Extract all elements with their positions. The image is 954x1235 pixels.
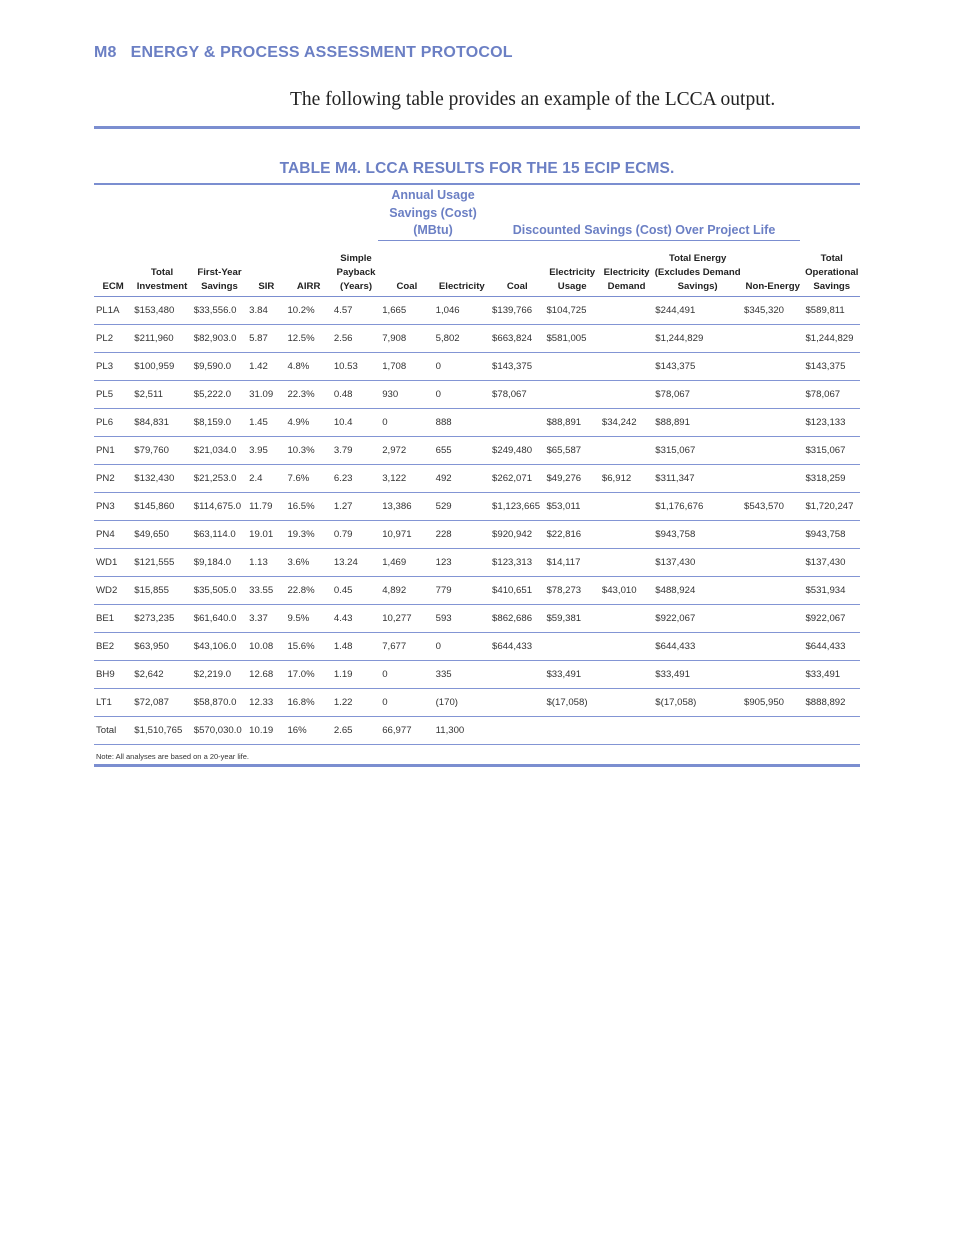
intro-text: The following table provides an example of the LCCA output. bbox=[290, 89, 776, 110]
table-row bbox=[94, 605, 860, 633]
table-cell: $137,430 bbox=[653, 549, 742, 577]
table-cell: $34,242 bbox=[600, 409, 653, 437]
table-cell: 16.8% bbox=[285, 689, 331, 717]
table-cell: 0 bbox=[434, 381, 490, 409]
column-header-line: (Years) bbox=[340, 281, 373, 292]
table-cell: 3.6% bbox=[285, 549, 331, 577]
table-cell: $262,071 bbox=[490, 465, 544, 493]
table-cell bbox=[600, 689, 653, 717]
ecm-cell: PN1 bbox=[94, 437, 132, 465]
ecm-cell: WD1 bbox=[94, 549, 132, 577]
table-cell: $(17,058) bbox=[653, 689, 742, 717]
ecm-cell: BE2 bbox=[94, 633, 132, 661]
table-cell: 2.4 bbox=[247, 465, 285, 493]
table-cell bbox=[742, 353, 803, 381]
table-cell: $63,114.0 bbox=[192, 521, 247, 549]
table-cell: 1,708 bbox=[380, 353, 433, 381]
table-row bbox=[94, 493, 860, 521]
top-rule bbox=[94, 126, 860, 129]
table-cell: $153,480 bbox=[132, 297, 191, 325]
table-cell: 1.45 bbox=[247, 409, 285, 437]
table-cell: 930 bbox=[380, 381, 433, 409]
table-cell: 0.48 bbox=[332, 381, 380, 409]
table-cell: $139,766 bbox=[490, 297, 544, 325]
table-cell: 16% bbox=[285, 717, 331, 745]
annual-usage-header-line: Savings (Cost) bbox=[389, 205, 477, 220]
table-cell bbox=[742, 521, 803, 549]
column-header bbox=[742, 252, 803, 297]
table-cell: 9.5% bbox=[285, 605, 331, 633]
table-cell: $345,320 bbox=[742, 297, 803, 325]
table-cell: $22,816 bbox=[544, 521, 599, 549]
table-cell: $53,011 bbox=[544, 493, 599, 521]
table-cell: $33,556.0 bbox=[192, 297, 247, 325]
table-cell: $43,010 bbox=[600, 577, 653, 605]
table-cell: 7,908 bbox=[380, 325, 433, 353]
table-cell: $211,960 bbox=[132, 325, 191, 353]
discounted-group-rule bbox=[488, 240, 800, 241]
table-cell: 17.0% bbox=[285, 661, 331, 689]
table-cell: $1,123,665 bbox=[490, 493, 544, 521]
column-header bbox=[600, 252, 653, 297]
table-cell bbox=[742, 437, 803, 465]
column-header bbox=[285, 252, 331, 297]
table-cell: $72,087 bbox=[132, 689, 191, 717]
table-cell bbox=[742, 409, 803, 437]
table-row bbox=[94, 549, 860, 577]
table-cell bbox=[600, 717, 653, 745]
column-header-line: Savings) bbox=[677, 281, 718, 292]
table-cell: 10,277 bbox=[380, 605, 433, 633]
column-header bbox=[653, 252, 742, 297]
table-cell: $862,686 bbox=[490, 605, 544, 633]
table-cell bbox=[490, 689, 544, 717]
table-cell: 3.95 bbox=[247, 437, 285, 465]
table-cell: $33,491 bbox=[803, 661, 860, 689]
table-cell: 13.24 bbox=[332, 549, 380, 577]
table-cell: $531,934 bbox=[803, 577, 860, 605]
table-row bbox=[94, 409, 860, 437]
total-row bbox=[94, 717, 860, 745]
table-note: Note: All analyses are based on a 20-year life. bbox=[96, 752, 250, 761]
column-header-line: Payback bbox=[336, 267, 376, 278]
table-cell: $663,824 bbox=[490, 325, 544, 353]
table-cell bbox=[600, 549, 653, 577]
table-cell: $318,259 bbox=[803, 465, 860, 493]
table-cell: 0 bbox=[380, 409, 433, 437]
table-cell: 4.9% bbox=[285, 409, 331, 437]
table-cell: $123,313 bbox=[490, 549, 544, 577]
ecm-cell: PL6 bbox=[94, 409, 132, 437]
table-cell bbox=[490, 661, 544, 689]
annual-usage-group-header bbox=[378, 187, 488, 240]
table-cell bbox=[742, 717, 803, 745]
table-cell: 4.8% bbox=[285, 353, 331, 381]
table-row bbox=[94, 437, 860, 465]
table-cell: $61,640.0 bbox=[192, 605, 247, 633]
table-cell bbox=[544, 633, 599, 661]
table-cell: 22.8% bbox=[285, 577, 331, 605]
table-cell: $311,347 bbox=[653, 465, 742, 493]
table-cell bbox=[600, 493, 653, 521]
column-header-line: Total bbox=[150, 267, 174, 278]
table-row bbox=[94, 577, 860, 605]
table-cell: $1,510,765 bbox=[132, 717, 191, 745]
table-cell: 10.3% bbox=[285, 437, 331, 465]
table-cell: $104,725 bbox=[544, 297, 599, 325]
table-cell: 12.68 bbox=[247, 661, 285, 689]
table-cell: $14,117 bbox=[544, 549, 599, 577]
table-cell bbox=[600, 297, 653, 325]
table-cell: $35,505.0 bbox=[192, 577, 247, 605]
table-cell: 1.19 bbox=[332, 661, 380, 689]
ecm-cell: LT1 bbox=[94, 689, 132, 717]
column-header-line: Savings bbox=[813, 281, 851, 292]
column-header-line: Total bbox=[820, 253, 843, 264]
table-cell: 3.79 bbox=[332, 437, 380, 465]
table-cell: $65,587 bbox=[544, 437, 599, 465]
table-cell: 13,386 bbox=[380, 493, 433, 521]
table-cell: $88,891 bbox=[653, 409, 742, 437]
table-cell: $137,430 bbox=[803, 549, 860, 577]
table-cell: 10.2% bbox=[285, 297, 331, 325]
ecm-cell: PN3 bbox=[94, 493, 132, 521]
table-cell: $1,176,676 bbox=[653, 493, 742, 521]
table-cell: $79,760 bbox=[132, 437, 191, 465]
table-cell: 10.08 bbox=[247, 633, 285, 661]
ecm-cell: Total bbox=[94, 717, 132, 745]
table-cell: 2.65 bbox=[332, 717, 380, 745]
table-cell: 593 bbox=[434, 605, 490, 633]
table-cell: $644,433 bbox=[803, 633, 860, 661]
table-cell bbox=[742, 465, 803, 493]
table-cell: 1.48 bbox=[332, 633, 380, 661]
table-cell: 3.37 bbox=[247, 605, 285, 633]
table-header-row bbox=[94, 252, 860, 297]
ecm-cell: BH9 bbox=[94, 661, 132, 689]
table-row bbox=[94, 381, 860, 409]
table-cell: 12.33 bbox=[247, 689, 285, 717]
column-header-line: First-Year bbox=[197, 267, 242, 278]
table-cell: $78,067 bbox=[803, 381, 860, 409]
table-cell bbox=[490, 717, 544, 745]
table-cell bbox=[742, 325, 803, 353]
table-cell: 655 bbox=[434, 437, 490, 465]
table-cell bbox=[742, 605, 803, 633]
table-cell: $589,811 bbox=[803, 297, 860, 325]
table-cell: 335 bbox=[434, 661, 490, 689]
table-cell: $78,273 bbox=[544, 577, 599, 605]
table-cell: $315,067 bbox=[653, 437, 742, 465]
table-cell: 11,300 bbox=[434, 717, 490, 745]
table-cell: 1,469 bbox=[380, 549, 433, 577]
table-cell: $922,067 bbox=[803, 605, 860, 633]
table-row bbox=[94, 689, 860, 717]
table-cell: $9,184.0 bbox=[192, 549, 247, 577]
ecm-cell: WD2 bbox=[94, 577, 132, 605]
column-header-line: Demand bbox=[607, 281, 646, 292]
column-header-line: Electricity bbox=[438, 281, 485, 292]
table-cell: 10.4 bbox=[332, 409, 380, 437]
table-cell: $114,675.0 bbox=[192, 493, 247, 521]
table-cell: 0 bbox=[434, 353, 490, 381]
column-header-line: Total Energy bbox=[668, 253, 727, 264]
table-cell: 7.6% bbox=[285, 465, 331, 493]
column-header bbox=[490, 252, 544, 297]
table-cell: $570,030.0 bbox=[192, 717, 247, 745]
table-title-rule bbox=[94, 183, 860, 185]
table-cell bbox=[600, 521, 653, 549]
column-header-line: (Excludes Demand bbox=[654, 267, 741, 278]
table-cell: $9,590.0 bbox=[192, 353, 247, 381]
table-cell bbox=[544, 381, 599, 409]
column-header bbox=[803, 252, 860, 297]
table-cell bbox=[600, 381, 653, 409]
table-cell: $33,491 bbox=[653, 661, 742, 689]
column-header bbox=[380, 252, 433, 297]
table-cell: $58,870.0 bbox=[192, 689, 247, 717]
table-cell: $922,067 bbox=[653, 605, 742, 633]
table-cell: 1,046 bbox=[434, 297, 490, 325]
table-cell: $88,891 bbox=[544, 409, 599, 437]
table-cell: $1,244,829 bbox=[803, 325, 860, 353]
table-cell: $943,758 bbox=[803, 521, 860, 549]
table-cell: $49,650 bbox=[132, 521, 191, 549]
table-cell: 22.3% bbox=[285, 381, 331, 409]
table-cell bbox=[600, 605, 653, 633]
table-cell: 888 bbox=[434, 409, 490, 437]
table-cell: $644,433 bbox=[653, 633, 742, 661]
table-cell: 492 bbox=[434, 465, 490, 493]
ecm-cell: PN4 bbox=[94, 521, 132, 549]
table-cell: 3,122 bbox=[380, 465, 433, 493]
table-cell: $49,276 bbox=[544, 465, 599, 493]
table-cell bbox=[600, 633, 653, 661]
table-cell: $143,375 bbox=[653, 353, 742, 381]
table-cell: $410,651 bbox=[490, 577, 544, 605]
table-cell: 19.3% bbox=[285, 521, 331, 549]
table-row bbox=[94, 633, 860, 661]
table-cell: $920,942 bbox=[490, 521, 544, 549]
table-cell: $244,491 bbox=[653, 297, 742, 325]
table-cell bbox=[742, 381, 803, 409]
table-cell: $6,912 bbox=[600, 465, 653, 493]
table-cell bbox=[600, 325, 653, 353]
table-cell: $5,222.0 bbox=[192, 381, 247, 409]
running-header-title: ENERGY & PROCESS ASSESSMENT PROTOCOL bbox=[130, 44, 513, 61]
table-cell: $59,381 bbox=[544, 605, 599, 633]
table-cell: $33,491 bbox=[544, 661, 599, 689]
column-header-line: Investment bbox=[136, 281, 188, 292]
table-cell: 0 bbox=[380, 661, 433, 689]
table-row bbox=[94, 465, 860, 493]
table-cell: 1.13 bbox=[247, 549, 285, 577]
table-cell: 66,977 bbox=[380, 717, 433, 745]
table-cell: 10.19 bbox=[247, 717, 285, 745]
table-cell: $100,959 bbox=[132, 353, 191, 381]
table-cell: $(17,058) bbox=[544, 689, 599, 717]
column-header-line: Coal bbox=[396, 281, 418, 292]
table-cell: $43,106.0 bbox=[192, 633, 247, 661]
column-header-line: Savings bbox=[201, 281, 238, 292]
table-cell: $84,831 bbox=[132, 409, 191, 437]
table-cell: 0.79 bbox=[332, 521, 380, 549]
table-cell: $8,159.0 bbox=[192, 409, 247, 437]
table-cell: 15.6% bbox=[285, 633, 331, 661]
table-cell: $943,758 bbox=[653, 521, 742, 549]
table-cell: 123 bbox=[434, 549, 490, 577]
column-header-line: Non-Energy bbox=[745, 281, 800, 292]
table-cell: 0 bbox=[434, 633, 490, 661]
table-cell: $543,570 bbox=[742, 493, 803, 521]
page-number: M8 bbox=[94, 44, 117, 61]
table-cell: 19.01 bbox=[247, 521, 285, 549]
table-cell bbox=[490, 409, 544, 437]
table-cell: $2,642 bbox=[132, 661, 191, 689]
table-cell bbox=[653, 717, 742, 745]
table-cell: 1.42 bbox=[247, 353, 285, 381]
discounted-group-header: Discounted Savings (Cost) Over Project Life bbox=[512, 223, 776, 237]
table-cell: $888,892 bbox=[803, 689, 860, 717]
column-header-line: Electricity bbox=[603, 267, 650, 278]
table-cell bbox=[544, 717, 599, 745]
table-cell bbox=[742, 633, 803, 661]
table-cell: $644,433 bbox=[490, 633, 544, 661]
table-cell: $21,034.0 bbox=[192, 437, 247, 465]
table-cell: $82,903.0 bbox=[192, 325, 247, 353]
table-cell: 529 bbox=[434, 493, 490, 521]
table-cell: 2.56 bbox=[332, 325, 380, 353]
table-cell: $132,430 bbox=[132, 465, 191, 493]
ecm-cell: PL3 bbox=[94, 353, 132, 381]
table-cell: $2,511 bbox=[132, 381, 191, 409]
table-cell: 4,892 bbox=[380, 577, 433, 605]
table-cell bbox=[600, 353, 653, 381]
table-cell: $123,133 bbox=[803, 409, 860, 437]
table-cell: 228 bbox=[434, 521, 490, 549]
annual-usage-header-line: (MBtu) bbox=[413, 223, 453, 237]
table-cell: $145,860 bbox=[132, 493, 191, 521]
table-cell: 10.53 bbox=[332, 353, 380, 381]
table-cell bbox=[544, 353, 599, 381]
table-cell bbox=[742, 661, 803, 689]
table-cell: 10,971 bbox=[380, 521, 433, 549]
ecm-cell: PL2 bbox=[94, 325, 132, 353]
table-cell: $143,375 bbox=[490, 353, 544, 381]
table-cell: 1,665 bbox=[380, 297, 433, 325]
table-row bbox=[94, 521, 860, 549]
ecm-cell: PL5 bbox=[94, 381, 132, 409]
table-cell: 779 bbox=[434, 577, 490, 605]
ecm-cell: PL1A bbox=[94, 297, 132, 325]
table-row bbox=[94, 661, 860, 689]
table-cell: $63,950 bbox=[132, 633, 191, 661]
table-cell: 7,677 bbox=[380, 633, 433, 661]
column-header-line: ECM bbox=[102, 281, 124, 292]
table-cell: $78,067 bbox=[490, 381, 544, 409]
table-cell: 6.23 bbox=[332, 465, 380, 493]
table-cell: $121,555 bbox=[132, 549, 191, 577]
table-cell: $581,005 bbox=[544, 325, 599, 353]
table-cell: (170) bbox=[434, 689, 490, 717]
table-cell: $249,480 bbox=[490, 437, 544, 465]
table-cell: $78,067 bbox=[653, 381, 742, 409]
table-cell: 31.09 bbox=[247, 381, 285, 409]
table-cell: $315,067 bbox=[803, 437, 860, 465]
table-title: TABLE M4. LCCA RESULTS FOR THE 15 ECIP ECMS. bbox=[279, 160, 675, 177]
table-cell: 5.87 bbox=[247, 325, 285, 353]
running-header bbox=[94, 44, 513, 62]
table-cell: $273,235 bbox=[132, 605, 191, 633]
table-cell: $1,720,247 bbox=[803, 493, 860, 521]
column-header-line: Electricity bbox=[549, 267, 596, 278]
table-cell: $1,244,829 bbox=[653, 325, 742, 353]
table-cell: 4.57 bbox=[332, 297, 380, 325]
ecm-cell: PN2 bbox=[94, 465, 132, 493]
column-header bbox=[332, 252, 380, 297]
column-header-line: AIRR bbox=[296, 281, 321, 292]
column-header-line: Operational bbox=[805, 267, 859, 278]
ecm-cell: BE1 bbox=[94, 605, 132, 633]
column-header bbox=[434, 252, 490, 297]
table-cell: 4.43 bbox=[332, 605, 380, 633]
table-cell: $905,950 bbox=[742, 689, 803, 717]
table-cell: 33.55 bbox=[247, 577, 285, 605]
annual-usage-group-rule bbox=[378, 240, 488, 241]
column-header bbox=[192, 252, 247, 297]
column-header bbox=[132, 252, 191, 297]
table-row bbox=[94, 353, 860, 381]
table-cell: 2,972 bbox=[380, 437, 433, 465]
table-row bbox=[94, 325, 860, 353]
column-header bbox=[94, 252, 132, 297]
table-cell: 11.79 bbox=[247, 493, 285, 521]
table-row bbox=[94, 297, 860, 325]
table-cell: $15,855 bbox=[132, 577, 191, 605]
table-cell: 12.5% bbox=[285, 325, 331, 353]
table-cell: 1.27 bbox=[332, 493, 380, 521]
table-cell bbox=[600, 661, 653, 689]
table-cell bbox=[742, 577, 803, 605]
table-cell: 16.5% bbox=[285, 493, 331, 521]
table-cell: 0.45 bbox=[332, 577, 380, 605]
table-cell bbox=[600, 437, 653, 465]
column-header-line: SIR bbox=[258, 281, 275, 292]
column-header-line: Coal bbox=[506, 281, 528, 292]
table-cell: $2,219.0 bbox=[192, 661, 247, 689]
table-cell: 1.22 bbox=[332, 689, 380, 717]
table-cell bbox=[803, 717, 860, 745]
column-header bbox=[544, 252, 599, 297]
table-cell: 5,802 bbox=[434, 325, 490, 353]
table-cell: $488,924 bbox=[653, 577, 742, 605]
bottom-rule bbox=[94, 764, 860, 767]
table-cell: 0 bbox=[380, 689, 433, 717]
column-header bbox=[247, 252, 285, 297]
table-cell: 3.84 bbox=[247, 297, 285, 325]
lcca-results-table bbox=[94, 252, 860, 745]
annual-usage-header-line: Annual Usage bbox=[391, 188, 475, 202]
table-cell: $143,375 bbox=[803, 353, 860, 381]
column-header-line: Usage bbox=[557, 281, 587, 292]
column-header-line: Simple bbox=[340, 253, 372, 264]
table-cell: $21,253.0 bbox=[192, 465, 247, 493]
table-cell bbox=[742, 549, 803, 577]
